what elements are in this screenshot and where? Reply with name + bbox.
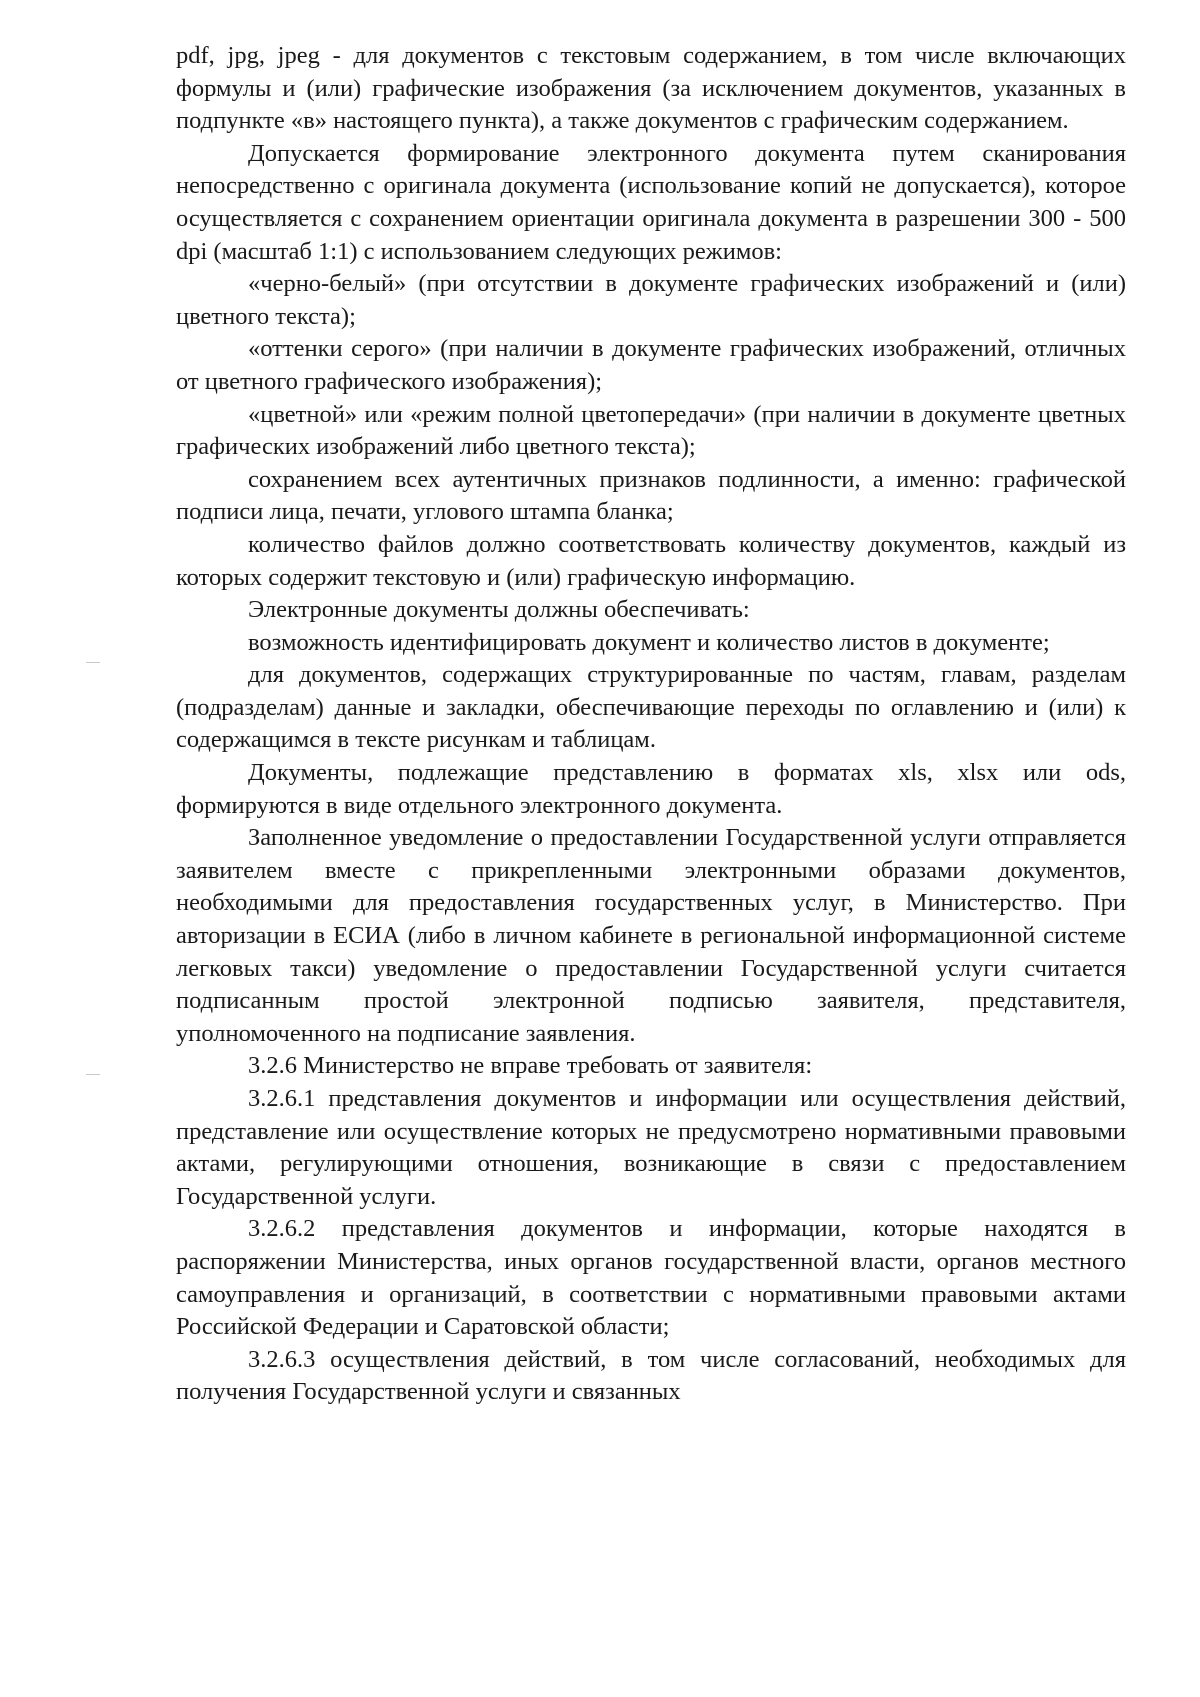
paragraph-notification-submission: Заполненное уведомление о предоставлении Государственной услуги отправляется заявителем вместе с прикрепленными электронными образами документов, необходимыми для предоставления государственных услуг, в Министерство. При авторизации в ЕСИА (либо в личном кабинете в региональной информационной системе легковых такси) уведомление о предоставлении Государственной услуги считается подписанным простой электронной подписью заявителя, представителя, уполномоченного на подписание заявления. — [176, 824, 1126, 1047]
paragraph-section-3-2-6-3: 3.2.6.3 осуществления действий, в том числе согласований, необходимых для получения Государственной услуги и связанных — [176, 1345, 1126, 1406]
paragraph-spreadsheet-formats: Документы, подлежащие представлению в форматах xls, xlsx или ods, формируются в виде отдельного электронного документа. — [176, 759, 1126, 819]
paragraph-section-3-2-6-2: 3.2.6.2 представления документов и информации, которые находятся в распоряжении Министерства, иных органов государственной власти, органов местного самоуправления и организаций, в соответствии с нормативными правовыми актами Российской Федерации и Саратовской области; — [176, 1215, 1126, 1341]
paragraph-electronic-docs-requirements: Электронные документы должны обеспечивать: — [248, 596, 750, 624]
paragraph-mode-grayscale: «оттенки серого» (при наличии в документе графических изображений, отличных от цветного графического изображения); — [176, 335, 1126, 395]
paragraph-identify-document: возможность идентифицировать документ и количество листов в документе; — [248, 628, 1050, 656]
paragraph-file-count: количество файлов должно соответствовать количеству документов, каждый из которых содержит текстовую и (или) графическую информацию. — [176, 530, 1126, 591]
paragraph-authenticity-signs: сохранением всех аутентичных признаков подлинности, а именно: графической подписи лица, печати, углового штампа бланка; — [176, 465, 1126, 526]
scan-margin-mark — [86, 662, 100, 663]
paragraph-structured-documents: для документов, содержащих структурированные по частям, главам, разделам (подразделам) данные и закладки, обеспечивающие переходы по оглавлению и (или) к содержащимся в тексте рисункам и таблицам. — [176, 661, 1126, 754]
paragraph-scanning-rules: Допускается формирование электронного документа путем сканирования непосредственно с оригинала документа (использование копий не допускается), которое осуществляется с сохранением ориентации оригинала документа в разрешении 300 - 500 dpi (масштаб 1:1) с использованием следующих режимов: — [176, 139, 1126, 265]
paragraph-mode-black-white: «черно-белый» (при отсутствии в документе графических изображений и (или) цветного текста); — [176, 270, 1126, 330]
paragraph-section-3-2-6: 3.2.6 Министерство не вправе требовать от заявителя: — [248, 1052, 813, 1080]
document-body — [176, 40, 1126, 1409]
scan-margin-mark — [86, 1074, 100, 1075]
paragraph-mode-color: «цветной» или «режим полной цветопередачи» (при наличии в документе цветных графических изображений либо цветного текста); — [176, 400, 1126, 461]
paragraph-file-formats-continued: pdf, jpg, jpeg - для документов с текстовым содержанием, в том числе включающих формулы и (или) графические изображения (за исключением документов, указанных в подпункте «в» настоящего пункта), а также документов с графическим содержанием. — [176, 42, 1126, 135]
paragraph-section-3-2-6-1: 3.2.6.1 представления документов и информации или осуществления действий, представление или осуществление которых не предусмотрено нормативными правовыми актами, регулирующими отношения, возникающие в связи с предоставлением Государственной услуги. — [176, 1085, 1126, 1210]
